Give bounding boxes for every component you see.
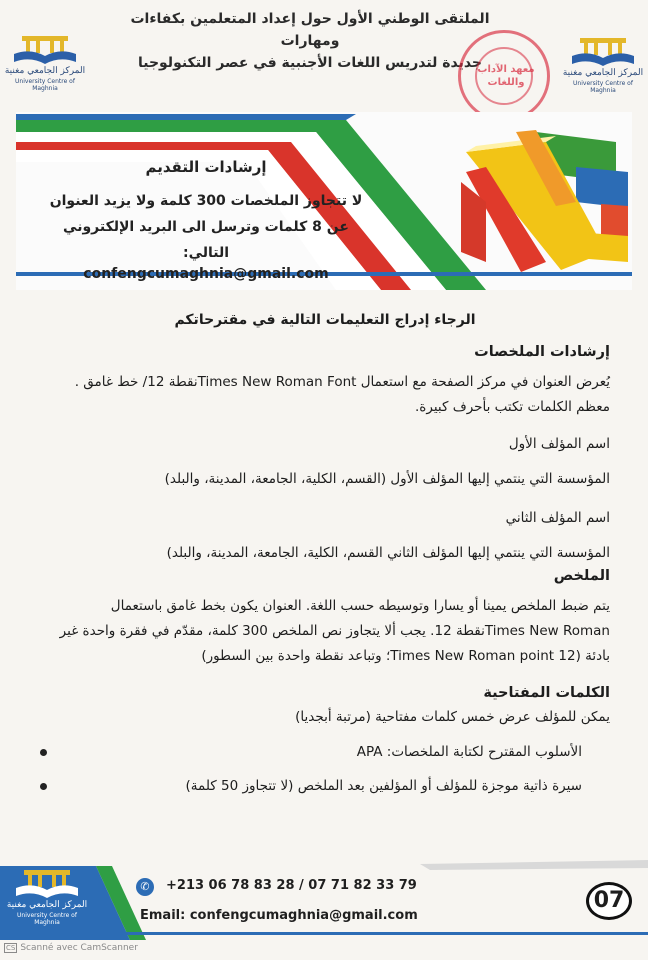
conference-title: [100, 8, 520, 74]
summary-line-1: يتم ضبط الملخص يمينا أو يسارا وتوسيطه حسب اللغة. العنوان يكون بخط غامق باستعمال: [110, 598, 610, 614]
submission-heading: إرشادات التقديم: [145, 158, 267, 176]
keywords-heading: الكلمات المفتاحية: [483, 685, 610, 701]
submission-line-1: لا تتجاوز الملخصات 300 كلمة ولا يزيد العنوان: [49, 193, 363, 209]
author1-heading: اسم المؤلف الأول: [508, 436, 610, 452]
logo-left: [4, 30, 86, 92]
colored-blocks-icon: [461, 130, 628, 272]
title-line-2: جديدة لتدريس اللغات الأجنبية في عصر التكنولوجيا: [137, 55, 483, 71]
logo-text: المركز الجامعي مغنية: [6, 900, 88, 910]
logo-text: المركز الجامعي مغنية: [4, 66, 86, 76]
scanner-watermark: [4, 943, 138, 953]
logo-subtext: University Centre of Maghnia: [573, 80, 633, 94]
stamp-text: معهد الآداب واللغات: [477, 64, 535, 88]
summary-heading: الملخص: [553, 568, 610, 584]
books-logo-icon: [570, 36, 636, 66]
submission-instructions: [46, 152, 366, 282]
footer: [0, 856, 648, 940]
author1-text: المؤسسة التي ينتمي إليها المؤلف الأول (القسم، الكلية، الجامعة، المدينة، والبلد): [164, 471, 610, 487]
abstract-guidelines-line-1: يُعرض العنوان في مركز الصفحة مع استعمال Times New Roman Fontنقطة 12/ خط غامق .: [74, 374, 610, 390]
list-item: سيرة ذاتية موجزة للمؤلف أو المؤلفين بعد الملخص (لا تتجاوز 50 كلمة): [60, 774, 610, 798]
submission-email[interactable]: confengcumaghnia@gmail.com: [83, 266, 329, 282]
footer-logo: [6, 864, 88, 926]
footer-email[interactable]: Email: confengcumaghnia@gmail.com: [140, 908, 418, 923]
keywords-text: يمكن للمؤلف عرض خمس كلمات مفتاحية (مرتبة أبجديا): [295, 709, 610, 725]
bullet-list: [40, 740, 610, 798]
submission-banner: [16, 112, 632, 290]
abstract-guidelines-text: [40, 370, 610, 420]
author2-text: المؤسسة التي ينتمي إليها المؤلف الثاني القسم، الكلية، الجامعة، المدينة، والبلد): [166, 545, 610, 561]
title-line-1: الملتقى الوطني الأول حول إعداد المتعلمين بكفاءات ومهارات: [130, 11, 490, 49]
books-logo-icon: [14, 868, 80, 898]
books-logo-icon: [12, 34, 78, 64]
official-stamp: [458, 30, 550, 122]
guidelines-body: [40, 300, 610, 798]
logo-subtext: University Centre of Maghnia: [17, 912, 77, 926]
phone-icon: ✆: [136, 878, 154, 896]
camscanner-icon: CS: [6, 944, 16, 952]
footer-phone[interactable]: +213 06 78 83 28 / 07 71 82 33 79: [166, 878, 417, 893]
header: [0, 0, 648, 110]
abstract-guidelines-line-2: معظم الكلمات تكتب بأحرف كبيرة.: [415, 399, 610, 415]
submission-line-2: عن 8 كلمات وترسل الى البريد الإلكتروني التالي:: [63, 219, 349, 261]
scanner-text: Scanné avec CamScanner: [20, 943, 138, 953]
summary-text: [40, 594, 610, 669]
logo-right: [562, 32, 644, 94]
summary-line-2: Times New Romanنقطة 12. يجب ألا يتجاوز نص الملخص 300 كلمة، مقدّم في فقرة واحدة غير: [59, 623, 610, 639]
author2-heading: اسم المؤلف الثاني: [505, 510, 610, 526]
footer-graphic: [0, 856, 648, 940]
summary-line-3: بادئة (Times New Roman point 12؛ وتباعد نقطة واحدة بين السطور): [201, 648, 610, 664]
logo-subtext: University Centre of Maghnia: [15, 78, 75, 92]
list-item: الأسلوب المقترح لكتابة الملخصات: APA: [60, 740, 610, 764]
abstract-guidelines-heading: إرشادات الملخصات: [474, 344, 610, 360]
logo-text: المركز الجامعي مغنية: [562, 68, 644, 78]
center-title: الرجاء إدراج التعليمات التالية في مقترحاتكم: [174, 312, 476, 328]
page-number: 07: [586, 882, 632, 920]
submission-text: [46, 188, 366, 266]
